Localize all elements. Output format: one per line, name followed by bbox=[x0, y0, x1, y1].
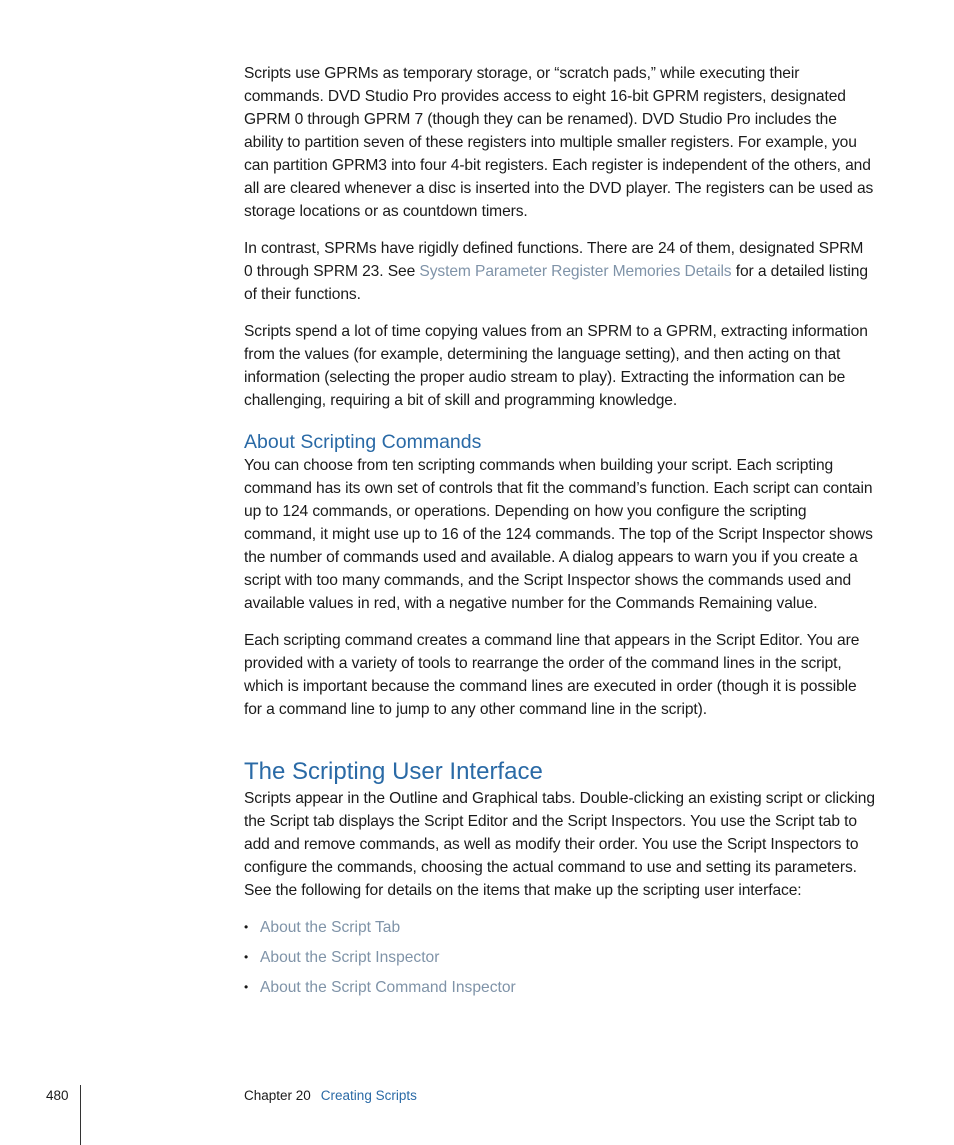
chapter-label: Chapter 20 bbox=[244, 1088, 311, 1103]
related-links-list bbox=[244, 916, 876, 999]
list-item bbox=[244, 916, 876, 939]
page-number: 480 bbox=[46, 1088, 69, 1103]
paragraph-sprm bbox=[244, 237, 876, 306]
link-about-script-inspector[interactable]: About the Script Inspector bbox=[260, 949, 440, 966]
footer-divider bbox=[80, 1085, 81, 1145]
link-system-parameter-register-memories-details[interactable]: System Parameter Register Memories Details bbox=[419, 263, 732, 280]
link-about-script-tab[interactable]: About the Script Tab bbox=[260, 919, 401, 936]
chapter-title-link[interactable]: Creating Scripts bbox=[320, 1088, 417, 1103]
bullet-icon: • bbox=[244, 920, 249, 934]
bullet-icon: • bbox=[244, 980, 249, 994]
footer-chapter bbox=[244, 1087, 417, 1105]
paragraph-sprm-text-after: for a detailed listing of their functions. bbox=[244, 263, 868, 303]
paragraph-scripting-ui: Scripts appear in the Outline and Graphical tabs. Double-clicking an existing script or clicking the Script tab displays the Script Editor and the Script Inspectors. You use the Script tab to add and remove commands, as well as modify their order. You use the Script Inspectors to configure the commands, choosing the actual command to use and setting its parameters. See the following for details on the items that make up the scripting user interface: bbox=[244, 790, 875, 899]
paragraph-command-lines: Each scripting command creates a command line that appears in the Script Editor. You are provided with a variety of tools to rearrange the order of the command lines in the script, which is important because the command lines are executed in order (though it is possible for a command line to jump to any other command line in the script). bbox=[244, 632, 860, 718]
bullet-icon: • bbox=[244, 950, 249, 964]
list-item bbox=[244, 946, 876, 969]
paragraph-copying-values: Scripts spend a lot of time copying values from an SPRM to a GPRM, extracting information from the values (for example, determining the language setting), and then acting on that information (selecting the proper audio stream to play). Extracting the information can be challenging, requiring a bit of skill and programming knowledge. bbox=[244, 323, 868, 409]
link-about-script-command-inspector[interactable]: About the Script Command Inspector bbox=[260, 979, 516, 996]
paragraph-sprm-text-before: In contrast, SPRMs have rigidly defined functions. There are 24 of them, designated SPRM 0 through SPRM 23. See bbox=[244, 240, 864, 280]
subsection-title: About Scripting Commands bbox=[244, 431, 482, 453]
list-item bbox=[244, 976, 876, 999]
section-title: The Scripting User Interface bbox=[244, 758, 543, 785]
page-content bbox=[244, 62, 876, 1006]
paragraph-scripting-commands: You can choose from ten scripting commands when building your script. Each scripting command has its own set of controls that fit the command’s function. Each script can contain up to 124 commands, or operations. Depending on how you configure the scripting command, it might use up to 16 of the 124 commands. The top of the Script Inspector shows the number of commands used and available. A dialog appears to warn you if you create a script with too many commands, and the Script Inspector shows the commands used and available values in red, with a negative number for the Commands Remaining value. bbox=[244, 457, 873, 612]
paragraph-gprm: Scripts use GPRMs as temporary storage, or “scratch pads,” while executing their commands. DVD Studio Pro provides access to eight 16-bit GPRM registers, designated GPRM 0 through GPRM 7 (though they can be renamed). DVD Studio Pro includes the ability to partition seven of these registers into multiple smaller registers. For example, you can partition GPRM3 into four 4-bit registers. Each register is independent of the others, and all are cleared whenever a disc is inserted into the DVD player. The registers can be used as storage locations or as countdown timers. bbox=[244, 65, 874, 220]
